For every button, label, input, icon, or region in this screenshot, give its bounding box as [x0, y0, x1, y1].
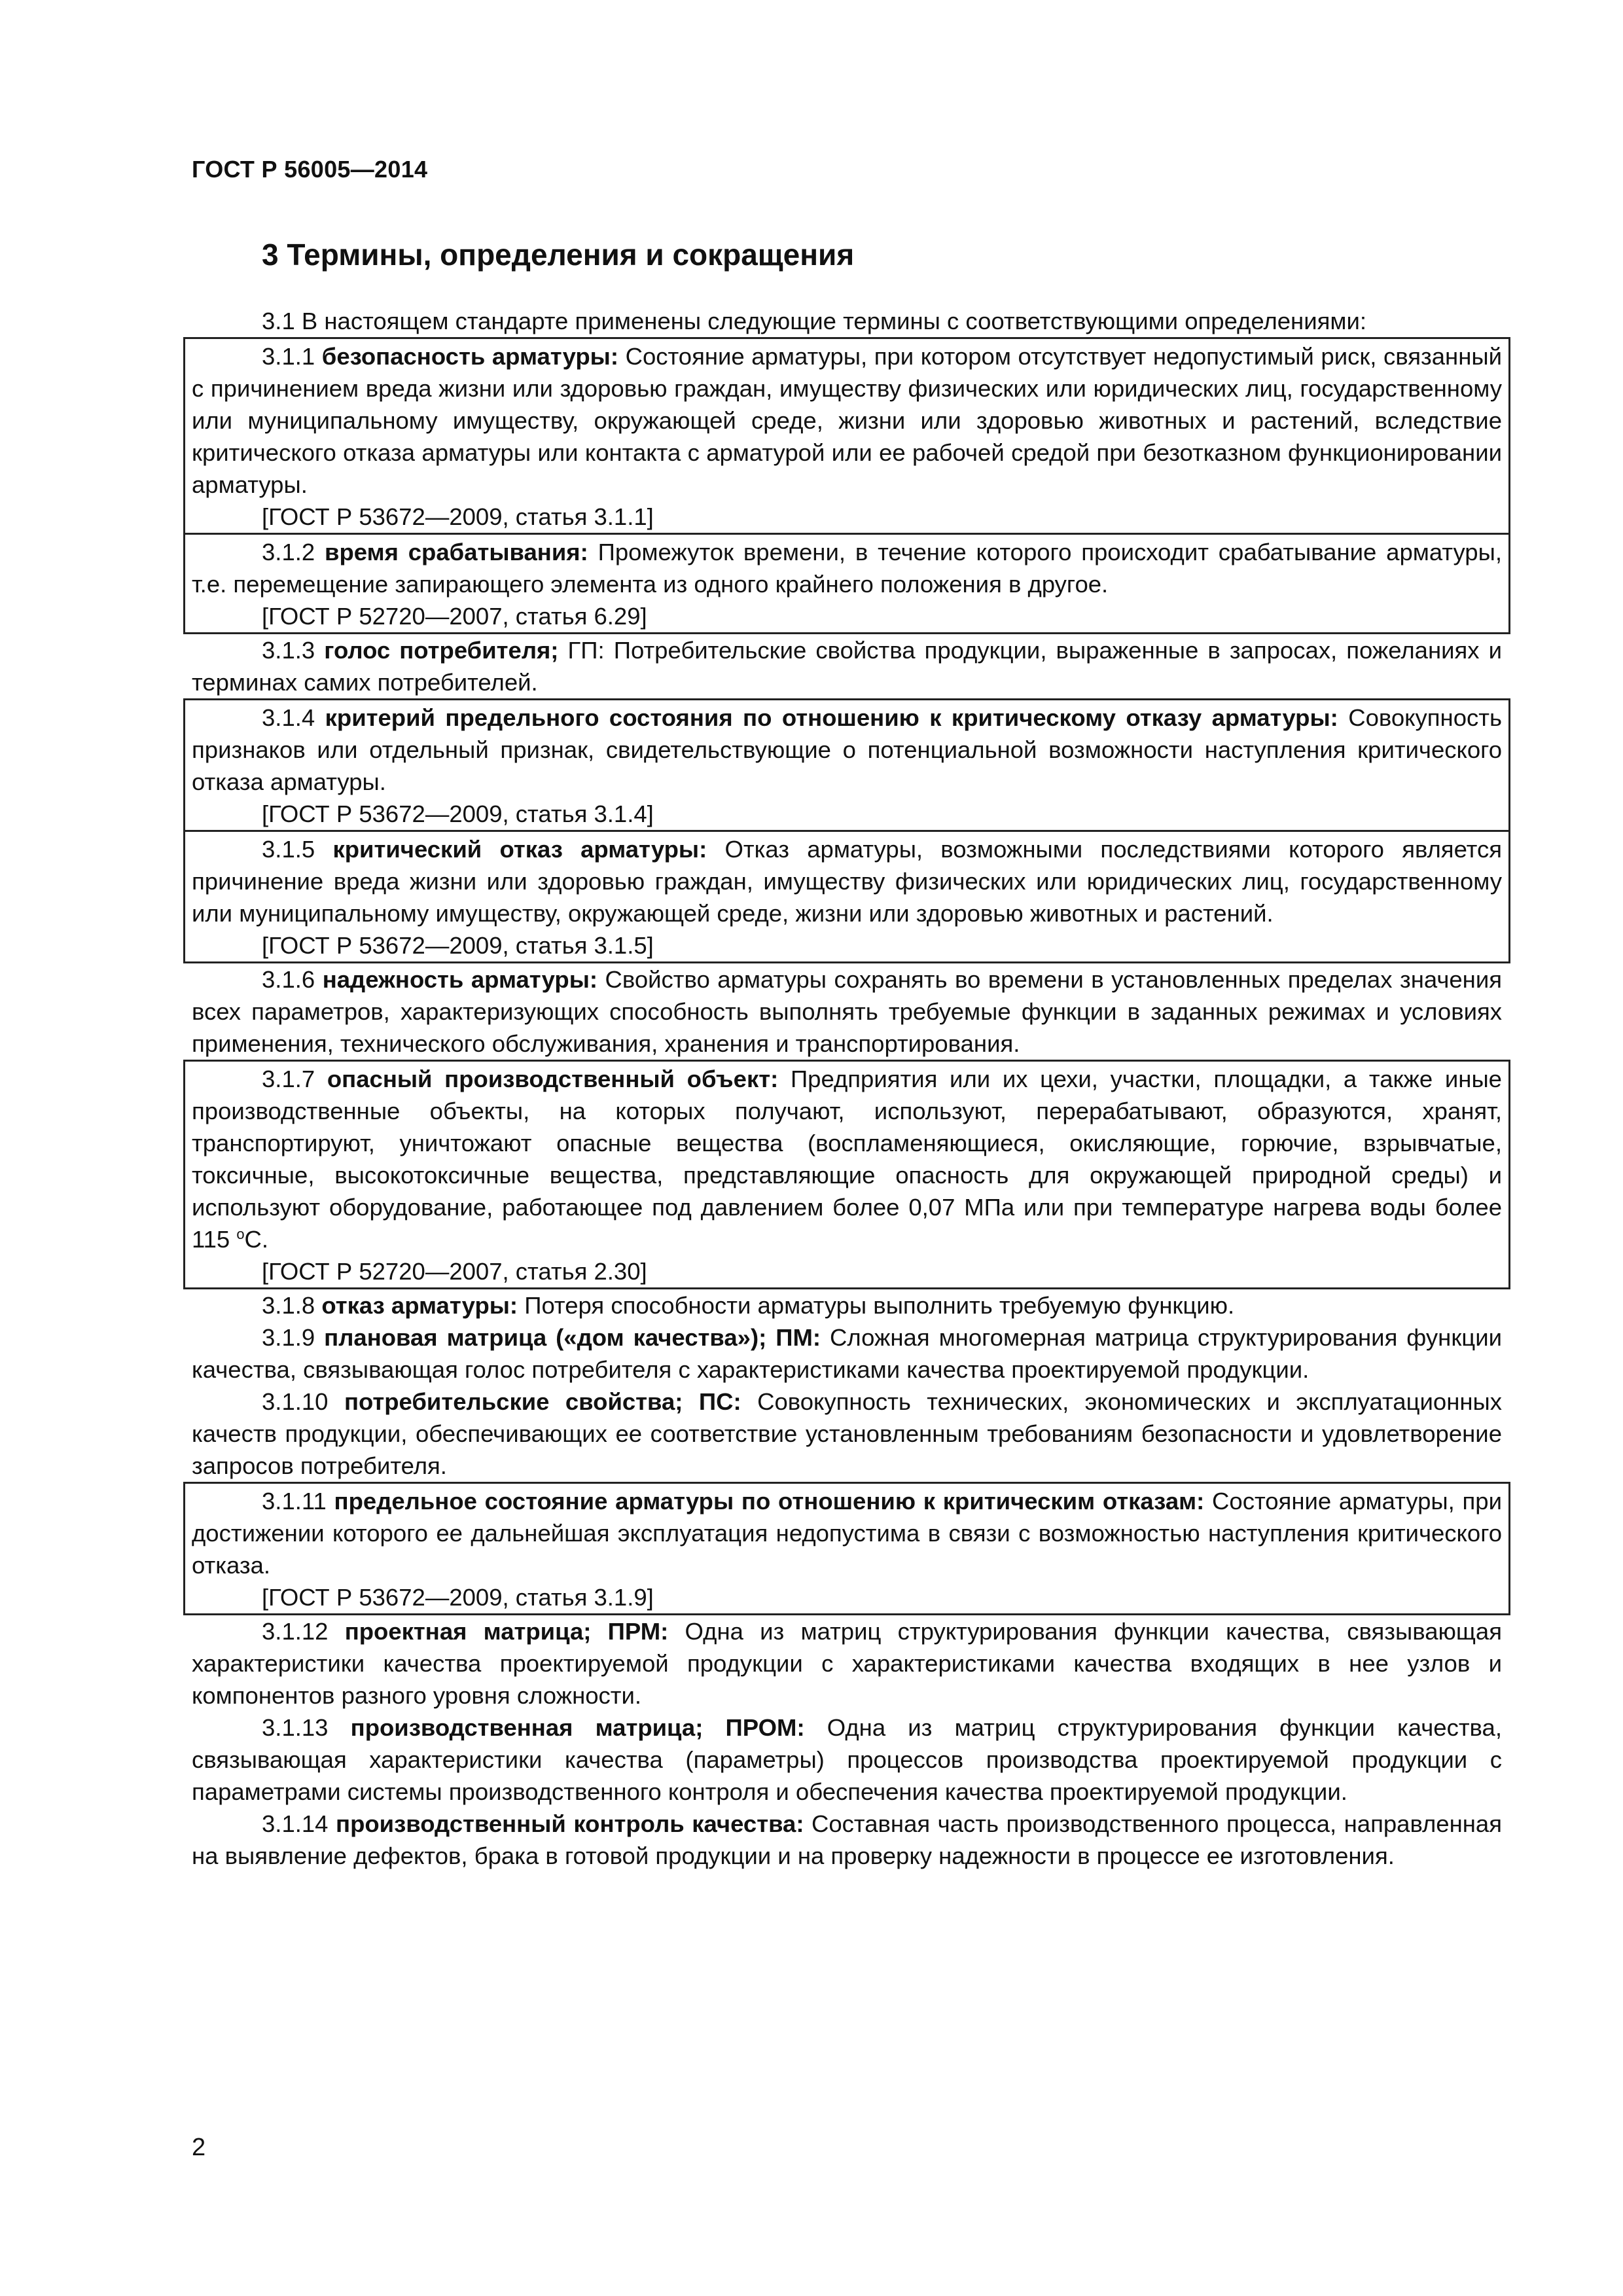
- term-entry-3-1-9: 3.1.9 плановая матрица («дом качества»); ПМ: Сложная многомерная матрица структурирования функции качества, связывающая голос потребителя с характеристиками качества проектируемой продукции.: [192, 1324, 1502, 1383]
- term-reference: [ГОСТ Р 53672—2009, статья 3.1.4]: [262, 800, 654, 827]
- intro-paragraph: 3.1 В настоящем стандарте применены следующие термины с соответствующими определениями:: [262, 308, 1366, 334]
- page-number: 2: [192, 2134, 206, 2161]
- term-reference: [ГОСТ Р 53672—2009, статья 3.1.1]: [262, 503, 654, 530]
- term-name: потребительские свойства; ПС:: [344, 1388, 741, 1415]
- term-entry-3-1-10: 3.1.10 потребительские свойства; ПС: Совокупность технических, экономических и эксплуатационных качеств продукции, обеспечивающих ее соответствие установленным требованиям безопасности и удовлетворение запросов потребителя.: [192, 1388, 1502, 1479]
- term-name: проектная матрица; ПРМ:: [344, 1618, 669, 1645]
- term-entry-3-1-14: 3.1.14 производственный контроль качества: Составная часть производственного процесса, направленная на выявление дефектов, брака в готовой продукции и на проверку надежности в процессе ее изготовления.: [192, 1810, 1502, 1869]
- term-entry: 3.1.1 безопасность арматуры: Состояние арматуры, при котором отсутствует недопустимый риск, связанный с причинением вреда жизни или здоровью граждан, имуществу физических или юридических лиц, государственному или муниципальному имуществу, окружающей среде, жизни или здоровью животных и растений, вследствие критического отказа арматуры или контакта с арматурой или ее рабочей средой при безотказном функционировании арматуры.: [192, 343, 1502, 498]
- terms-content: [192, 305, 1502, 1872]
- term-name: безопасность арматуры:: [321, 343, 619, 370]
- term-name: надежность арматуры:: [322, 966, 598, 993]
- term-entry-3-1-12: 3.1.12 проектная матрица; ПРМ: Одна из матриц структурирования функции качества, связывающая характеристики качества проектируемой продукции с характеристиками качества входящих в нее узлов и компонентов разного уровня сложности.: [192, 1618, 1502, 1709]
- term-box-3-1-4: [183, 698, 1510, 832]
- term-box-3-1-11: [183, 1482, 1510, 1615]
- term-name: отказ арматуры:: [321, 1292, 518, 1319]
- term-name: время срабатывания:: [325, 539, 588, 565]
- term-box-3-1-1: [183, 337, 1510, 535]
- term-entry-3-1-13: 3.1.13 производственная матрица; ПРОМ: Одна из матриц структурирования функции качества, связывающая характеристики качества (параметры) процессов производства проектируемой продукции с параметрами системы производственного контроля и обеспечения качества проектируемой продукции.: [192, 1714, 1502, 1805]
- term-reference: [ГОСТ Р 52720—2007, статья 2.30]: [262, 1258, 647, 1285]
- term-reference: [ГОСТ Р 53672—2009, статья 3.1.9]: [262, 1584, 654, 1611]
- section-title: 3 Термины, определения и сокращения: [262, 238, 855, 272]
- term-entry: 3.1.2 время срабатывания: Промежуток времени, в течение которого происходит срабатывание арматуры, т.е. перемещение запирающего элемента из одного крайнего положения в другое.: [192, 539, 1502, 598]
- term-name: предельное состояние арматуры по отношению к критическим отказам:: [334, 1488, 1205, 1515]
- term-entry-3-1-6: 3.1.6 надежность арматуры: Свойство арматуры сохранять во времени в установленных пределах значения всех параметров, характеризующих способность выполнять требуемые функции в заданных режимах и условиях применения, технического обслуживания, хранения и транспортирования.: [192, 966, 1502, 1057]
- term-name: критический отказ арматуры:: [332, 836, 707, 863]
- term-box-3-1-7: [183, 1060, 1510, 1289]
- term-name: опасный производственный объект:: [327, 1066, 779, 1092]
- term-entry: 3.1.11 предельное состояние арматуры по отношению к критическим отказам: Состояние арматуры, при достижении которого ее дальнейшая эксплуатация недопустима в связи с возможностью наступления критического отказа.: [192, 1488, 1502, 1579]
- degree-sign: o: [236, 1225, 245, 1242]
- term-entry: 3.1.4 критерий предельного состояния по отношению к критическому отказу арматуры: Совокупность признаков или отдельный признак, свидетельствующие о потенциальной возможности наступления критического отказа арматуры.: [192, 704, 1502, 795]
- term-name: критерий предельного состояния по отношению к критическому отказу арматуры:: [325, 704, 1338, 731]
- document-header-code: ГОСТ Р 56005—2014: [192, 156, 428, 183]
- term-box-3-1-2: [183, 535, 1510, 634]
- term-entry-3-1-8: 3.1.8 отказ арматуры: Потеря способности арматуры выполнить требуемую функцию.: [262, 1292, 1235, 1319]
- term-reference: [ГОСТ Р 53672—2009, статья 3.1.5]: [262, 932, 654, 959]
- term-box-3-1-5: [183, 832, 1510, 963]
- term-reference: [ГОСТ Р 52720—2007, статья 6.29]: [262, 603, 647, 630]
- term-name: плановая матрица («дом качества»); ПМ:: [324, 1324, 821, 1351]
- term-name: голос потребителя;: [324, 637, 559, 664]
- term-entry-3-1-3: 3.1.3 голос потребителя; ГП: Потребительские свойства продукции, выраженные в запросах, пожеланиях и терминах самих потребителей.: [192, 637, 1502, 696]
- term-entry: 3.1.5 критический отказ арматуры: Отказ арматуры, возможными последствиями которого является причинение вреда жизни или здоровью граждан, имуществу физических или юридических лиц, государственному или муниципальному имуществу, окружающей среде, жизни или здоровью животных и растений.: [192, 836, 1502, 927]
- term-entry: 3.1.7 опасный производственный объект: Предприятия или их цехи, участки, площадки, а также иные производственные объекты, на которых получают, используют, перерабатывают, образуются, хранят, транспортируют, уничтожают опасные вещества (воспламеняющиеся, окисляющие, горючие, взрывчатые, токсичные, высокотоксичные вещества, представляющие опасность для окружающей природной среды) и используют оборудование, работающее под давлением более 0,07 МПа или при температуре нагрева воды более 115 $^o$С.: [192, 1066, 1502, 1253]
- term-name: производственный контроль качества:: [336, 1810, 804, 1837]
- term-name: производственная матрица; ПРОМ:: [350, 1714, 805, 1741]
